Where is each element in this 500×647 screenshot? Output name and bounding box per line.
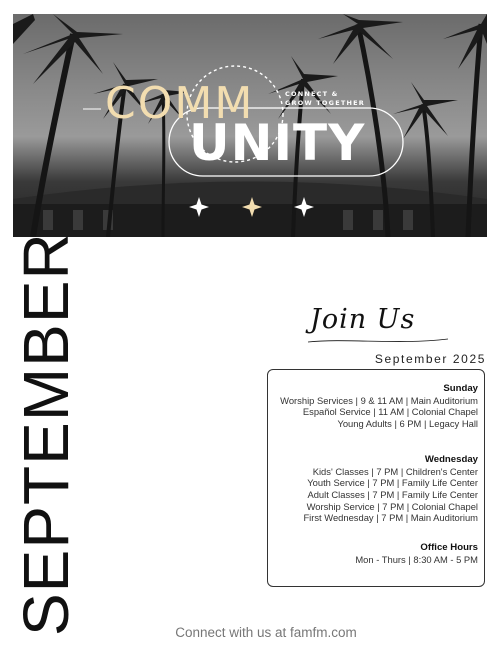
schedule-item: Adult Classes | 7 PM | Family Life Center xyxy=(307,488,478,500)
schedule-item: Youth Service | 7 PM | Family Life Center xyxy=(307,477,478,489)
schedule-item: First Wednesday | 7 PM | Main Auditorium xyxy=(303,512,478,524)
tagline-line-2: GROW TOGETHER xyxy=(285,99,365,107)
month-vertical-title: SEPTEMBER xyxy=(10,232,82,636)
schedule-item: Español Service | 11 AM | Colonial Chapel xyxy=(302,406,478,418)
schedule-list xyxy=(268,383,478,565)
schedule-item: Worship Services | 9 & 11 AM | Main Auditorium xyxy=(280,394,478,406)
wednesday-heading: Wednesday xyxy=(424,453,478,465)
sparkle-icon xyxy=(189,197,209,217)
sunday-heading: Sunday xyxy=(443,383,478,394)
script-underline xyxy=(308,336,448,346)
hero-banner xyxy=(13,14,487,237)
schedule-item: Mon - Thurs | 8:30 AM - 5 PM xyxy=(355,553,478,565)
schedule-item: Kids' Classes | 7 PM | Children's Center xyxy=(312,465,478,477)
sparkle-icons xyxy=(189,197,319,217)
hero-title-top: COMM xyxy=(105,78,255,129)
tagline-line-1: CONNECT & xyxy=(285,90,339,98)
sparkle-icon xyxy=(242,197,262,217)
hero-title-bottom: UNITY xyxy=(189,114,366,172)
office-hours-heading: Office Hours xyxy=(420,542,478,554)
schedule-panel xyxy=(267,369,485,587)
event-date: September 2025 xyxy=(374,352,486,366)
schedule-item: Worship Service | 7 PM | Colonial Chapel xyxy=(306,500,478,512)
footer-website-link[interactable]: Connect with us at famfm.com xyxy=(175,625,357,640)
join-us-heading: Join Us xyxy=(310,304,416,335)
schedule-item: Young Adults | 6 PM | Legacy Hall xyxy=(337,418,478,430)
sparkle-icon xyxy=(294,197,314,217)
hero-tagline xyxy=(285,90,365,108)
